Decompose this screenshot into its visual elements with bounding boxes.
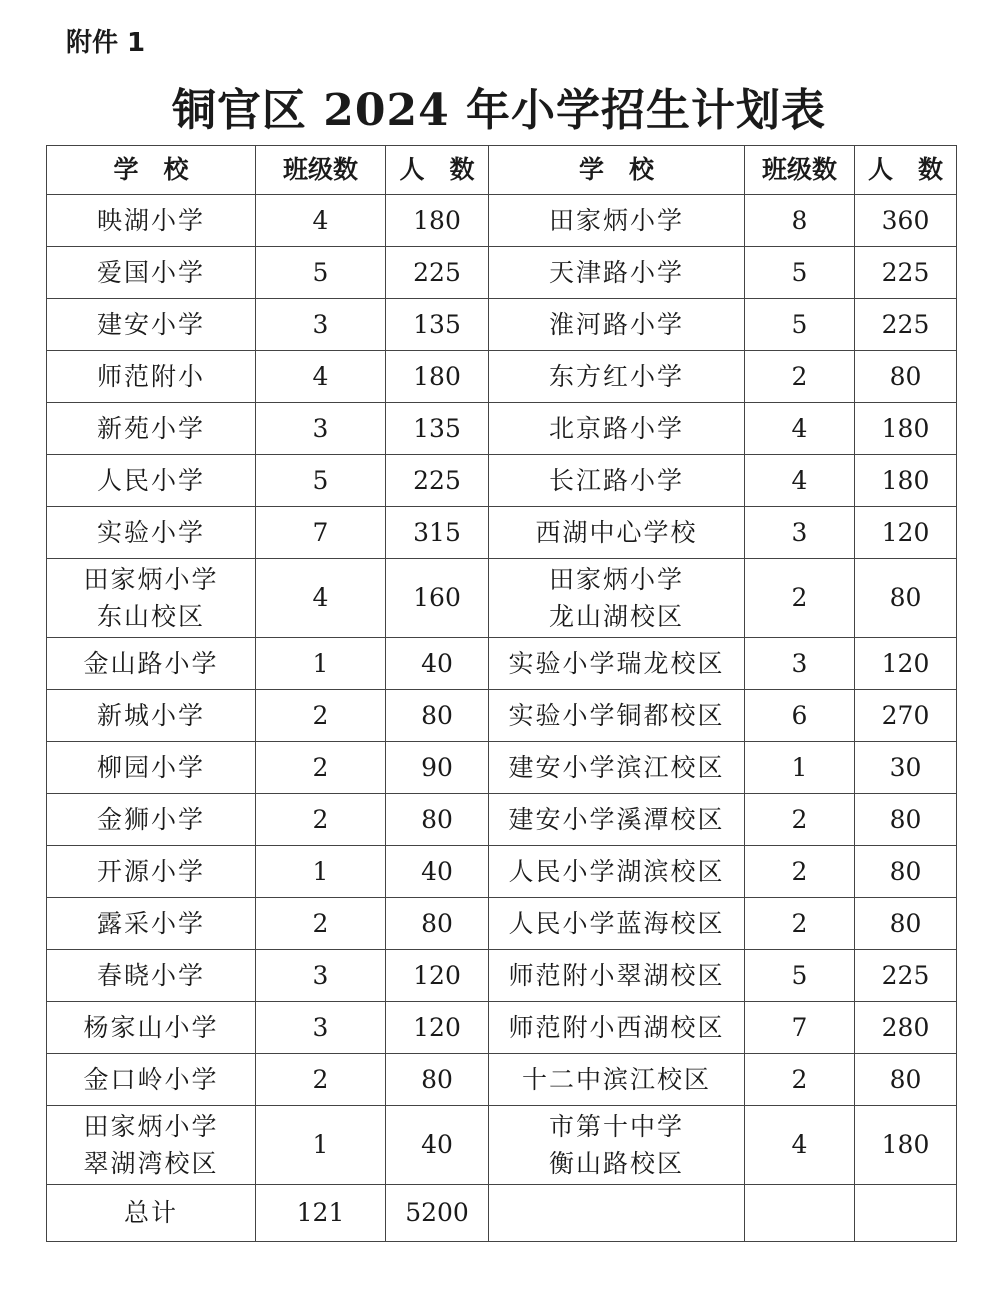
student-count-cell: 225 <box>386 455 489 507</box>
student-count-cell: 120 <box>386 950 489 1002</box>
school-name: 露采小学 <box>96 908 205 938</box>
school-name-cell <box>489 898 745 950</box>
empty-cell <box>489 1185 745 1242</box>
total-classes: 121 <box>256 1185 386 1242</box>
school-name: 金山路小学 <box>83 648 219 678</box>
school-name: 人民小学湖滨校区 <box>508 856 725 886</box>
school-name-cell <box>489 1002 745 1054</box>
student-count-cell: 135 <box>386 299 489 351</box>
school-name-cell <box>489 1054 745 1106</box>
school-name: 师范附小西湖校区 <box>508 1012 725 1042</box>
class-count-cell: 5 <box>745 247 855 299</box>
empty-cell <box>745 1185 855 1242</box>
class-count-cell: 3 <box>745 507 855 559</box>
school-name: 柳园小学 <box>96 752 205 782</box>
student-count-cell: 80 <box>855 351 957 403</box>
header-school: 学 校 <box>47 146 256 195</box>
student-count-cell: 80 <box>386 690 489 742</box>
student-count-cell: 225 <box>855 299 957 351</box>
school-name-cell <box>489 690 745 742</box>
class-count-cell: 3 <box>256 299 386 351</box>
school-name: 西湖中心学校 <box>535 517 698 547</box>
table-row <box>47 247 957 299</box>
school-name: 淮河路小学 <box>548 309 684 339</box>
school-name: 人民小学 <box>96 465 205 495</box>
school-name: 十二中滨江校区 <box>521 1064 711 1094</box>
school-name-cell <box>489 1106 745 1185</box>
student-count-cell: 80 <box>855 794 957 846</box>
class-count-cell: 7 <box>745 1002 855 1054</box>
table-body <box>47 195 957 1242</box>
school-name-cell <box>47 846 256 898</box>
class-count-cell: 2 <box>256 742 386 794</box>
student-count-cell: 80 <box>855 1054 957 1106</box>
class-count-cell: 2 <box>745 794 855 846</box>
student-count-cell: 225 <box>386 247 489 299</box>
table-row <box>47 794 957 846</box>
table-row <box>47 403 957 455</box>
school-name: 实验小学铜都校区 <box>508 700 725 730</box>
table-row <box>47 846 957 898</box>
table-row <box>47 638 957 690</box>
school-name-cell <box>47 195 256 247</box>
class-count-cell: 4 <box>256 351 386 403</box>
class-count-cell: 2 <box>256 794 386 846</box>
enrollment-plan-table <box>46 145 957 1242</box>
total-students: 5200 <box>386 1185 489 1242</box>
school-name-cell <box>489 742 745 794</box>
school-name-cell <box>489 351 745 403</box>
table-row <box>47 1106 957 1185</box>
class-count-cell: 1 <box>745 742 855 794</box>
class-count-cell: 2 <box>745 846 855 898</box>
school-name: 爱国小学 <box>96 257 205 287</box>
school-name-cell <box>489 247 745 299</box>
class-count-cell: 2 <box>256 690 386 742</box>
table-row <box>47 507 957 559</box>
school-name: 长江路小学 <box>548 465 684 495</box>
class-count-cell: 2 <box>745 898 855 950</box>
header-school: 学 校 <box>489 146 745 195</box>
class-count-cell: 2 <box>745 351 855 403</box>
student-count-cell: 360 <box>855 195 957 247</box>
class-count-cell: 2 <box>745 1054 855 1106</box>
school-name-cell <box>47 950 256 1002</box>
school-name: 田家炳小学 <box>548 564 684 594</box>
school-name: 映湖小学 <box>96 205 205 235</box>
class-count-cell: 8 <box>745 195 855 247</box>
table-row <box>47 455 957 507</box>
class-count-cell: 4 <box>745 403 855 455</box>
student-count-cell: 280 <box>855 1002 957 1054</box>
school-name: 新城小学 <box>96 700 205 730</box>
school-name: 市第十中学 <box>548 1111 684 1141</box>
school-campus: 衡山路校区 <box>548 1149 684 1178</box>
school-name-cell <box>489 950 745 1002</box>
class-count-cell: 4 <box>256 559 386 638</box>
school-name-cell <box>47 742 256 794</box>
student-count-cell: 270 <box>855 690 957 742</box>
school-name: 田家炳小学 <box>83 1111 219 1141</box>
total-label: 总计 <box>47 1185 256 1242</box>
student-count-cell: 80 <box>855 846 957 898</box>
school-name-cell <box>489 794 745 846</box>
school-name-cell <box>47 247 256 299</box>
table-row <box>47 195 957 247</box>
header-students: 人 数 <box>855 146 957 195</box>
class-count-cell: 2 <box>256 1054 386 1106</box>
class-count-cell: 4 <box>745 455 855 507</box>
attachment-label: 附件 1 <box>66 28 146 58</box>
student-count-cell: 225 <box>855 950 957 1002</box>
class-count-cell: 3 <box>256 1002 386 1054</box>
student-count-cell: 80 <box>855 898 957 950</box>
school-name-cell <box>489 299 745 351</box>
school-name: 实验小学 <box>96 517 205 547</box>
school-name: 天津路小学 <box>548 257 684 287</box>
class-count-cell: 5 <box>745 950 855 1002</box>
school-name: 东方红小学 <box>548 361 684 391</box>
student-count-cell: 80 <box>855 559 957 638</box>
student-count-cell: 180 <box>386 195 489 247</box>
school-name-cell <box>47 1106 256 1185</box>
school-name-cell <box>47 351 256 403</box>
school-name-cell <box>489 846 745 898</box>
class-count-cell: 4 <box>745 1106 855 1185</box>
school-name-cell <box>489 507 745 559</box>
class-count-cell: 2 <box>745 559 855 638</box>
student-count-cell: 90 <box>386 742 489 794</box>
table-header-row <box>47 146 957 195</box>
school-name-cell <box>47 794 256 846</box>
school-name: 师范附小翠湖校区 <box>508 960 725 990</box>
student-count-cell: 120 <box>855 507 957 559</box>
school-name: 金口岭小学 <box>83 1064 219 1094</box>
school-name: 田家炳小学 <box>548 205 684 235</box>
class-count-cell: 1 <box>256 846 386 898</box>
table-row <box>47 1002 957 1054</box>
school-name: 开源小学 <box>96 856 205 886</box>
table-row <box>47 1054 957 1106</box>
school-campus: 龙山湖校区 <box>548 602 684 631</box>
student-count-cell: 160 <box>386 559 489 638</box>
school-name: 新苑小学 <box>96 413 205 443</box>
school-name: 建安小学 <box>96 309 205 339</box>
class-count-cell: 5 <box>256 455 386 507</box>
school-name-cell <box>47 559 256 638</box>
school-campus: 东山校区 <box>96 602 205 631</box>
class-count-cell: 6 <box>745 690 855 742</box>
student-count-cell: 180 <box>855 455 957 507</box>
school-name-cell <box>47 690 256 742</box>
student-count-cell: 80 <box>386 1054 489 1106</box>
student-count-cell: 315 <box>386 507 489 559</box>
school-name-cell <box>47 455 256 507</box>
student-count-cell: 40 <box>386 846 489 898</box>
header-students: 人 数 <box>386 146 489 195</box>
page-title: 铜官区 2024 年小学招生计划表 <box>171 85 827 136</box>
school-name-cell <box>489 195 745 247</box>
student-count-cell: 180 <box>386 351 489 403</box>
total-row <box>47 1185 957 1242</box>
student-count-cell: 80 <box>386 794 489 846</box>
student-count-cell: 40 <box>386 1106 489 1185</box>
table-row <box>47 950 957 1002</box>
student-count-cell: 30 <box>855 742 957 794</box>
table-row <box>47 742 957 794</box>
class-count-cell: 3 <box>745 638 855 690</box>
school-name: 杨家山小学 <box>83 1012 219 1042</box>
school-name-cell <box>489 559 745 638</box>
student-count-cell: 80 <box>386 898 489 950</box>
student-count-cell: 180 <box>855 1106 957 1185</box>
school-name-cell <box>47 1002 256 1054</box>
student-count-cell: 180 <box>855 403 957 455</box>
school-name: 春晓小学 <box>96 960 205 990</box>
school-name-cell <box>489 455 745 507</box>
class-count-cell: 3 <box>256 950 386 1002</box>
school-name: 师范附小 <box>96 361 205 391</box>
school-campus: 翠湖湾校区 <box>83 1149 219 1178</box>
class-count-cell: 5 <box>256 247 386 299</box>
school-name-cell <box>489 403 745 455</box>
school-name-cell <box>489 638 745 690</box>
school-name: 北京路小学 <box>548 413 684 443</box>
table-row <box>47 351 957 403</box>
student-count-cell: 120 <box>386 1002 489 1054</box>
class-count-cell: 1 <box>256 638 386 690</box>
table-row <box>47 299 957 351</box>
table-row <box>47 690 957 742</box>
school-name-cell <box>47 1054 256 1106</box>
school-name: 人民小学蓝海校区 <box>508 908 725 938</box>
school-name: 建安小学滨江校区 <box>508 752 725 782</box>
class-count-cell: 1 <box>256 1106 386 1185</box>
school-name-cell <box>47 403 256 455</box>
school-name-cell <box>47 898 256 950</box>
school-name: 建安小学溪潭校区 <box>508 804 725 834</box>
student-count-cell: 40 <box>386 638 489 690</box>
class-count-cell: 7 <box>256 507 386 559</box>
school-name-cell <box>47 507 256 559</box>
empty-cell <box>855 1185 957 1242</box>
header-classes: 班级数 <box>256 146 386 195</box>
student-count-cell: 135 <box>386 403 489 455</box>
table-row <box>47 898 957 950</box>
student-count-cell: 120 <box>855 638 957 690</box>
class-count-cell: 4 <box>256 195 386 247</box>
class-count-cell: 3 <box>256 403 386 455</box>
student-count-cell: 225 <box>855 247 957 299</box>
header-classes: 班级数 <box>745 146 855 195</box>
table-row <box>47 559 957 638</box>
school-name: 实验小学瑞龙校区 <box>508 648 725 678</box>
school-name: 田家炳小学 <box>83 564 219 594</box>
school-name-cell <box>47 638 256 690</box>
class-count-cell: 5 <box>745 299 855 351</box>
school-name-cell <box>47 299 256 351</box>
class-count-cell: 2 <box>256 898 386 950</box>
school-name: 金狮小学 <box>96 804 205 834</box>
